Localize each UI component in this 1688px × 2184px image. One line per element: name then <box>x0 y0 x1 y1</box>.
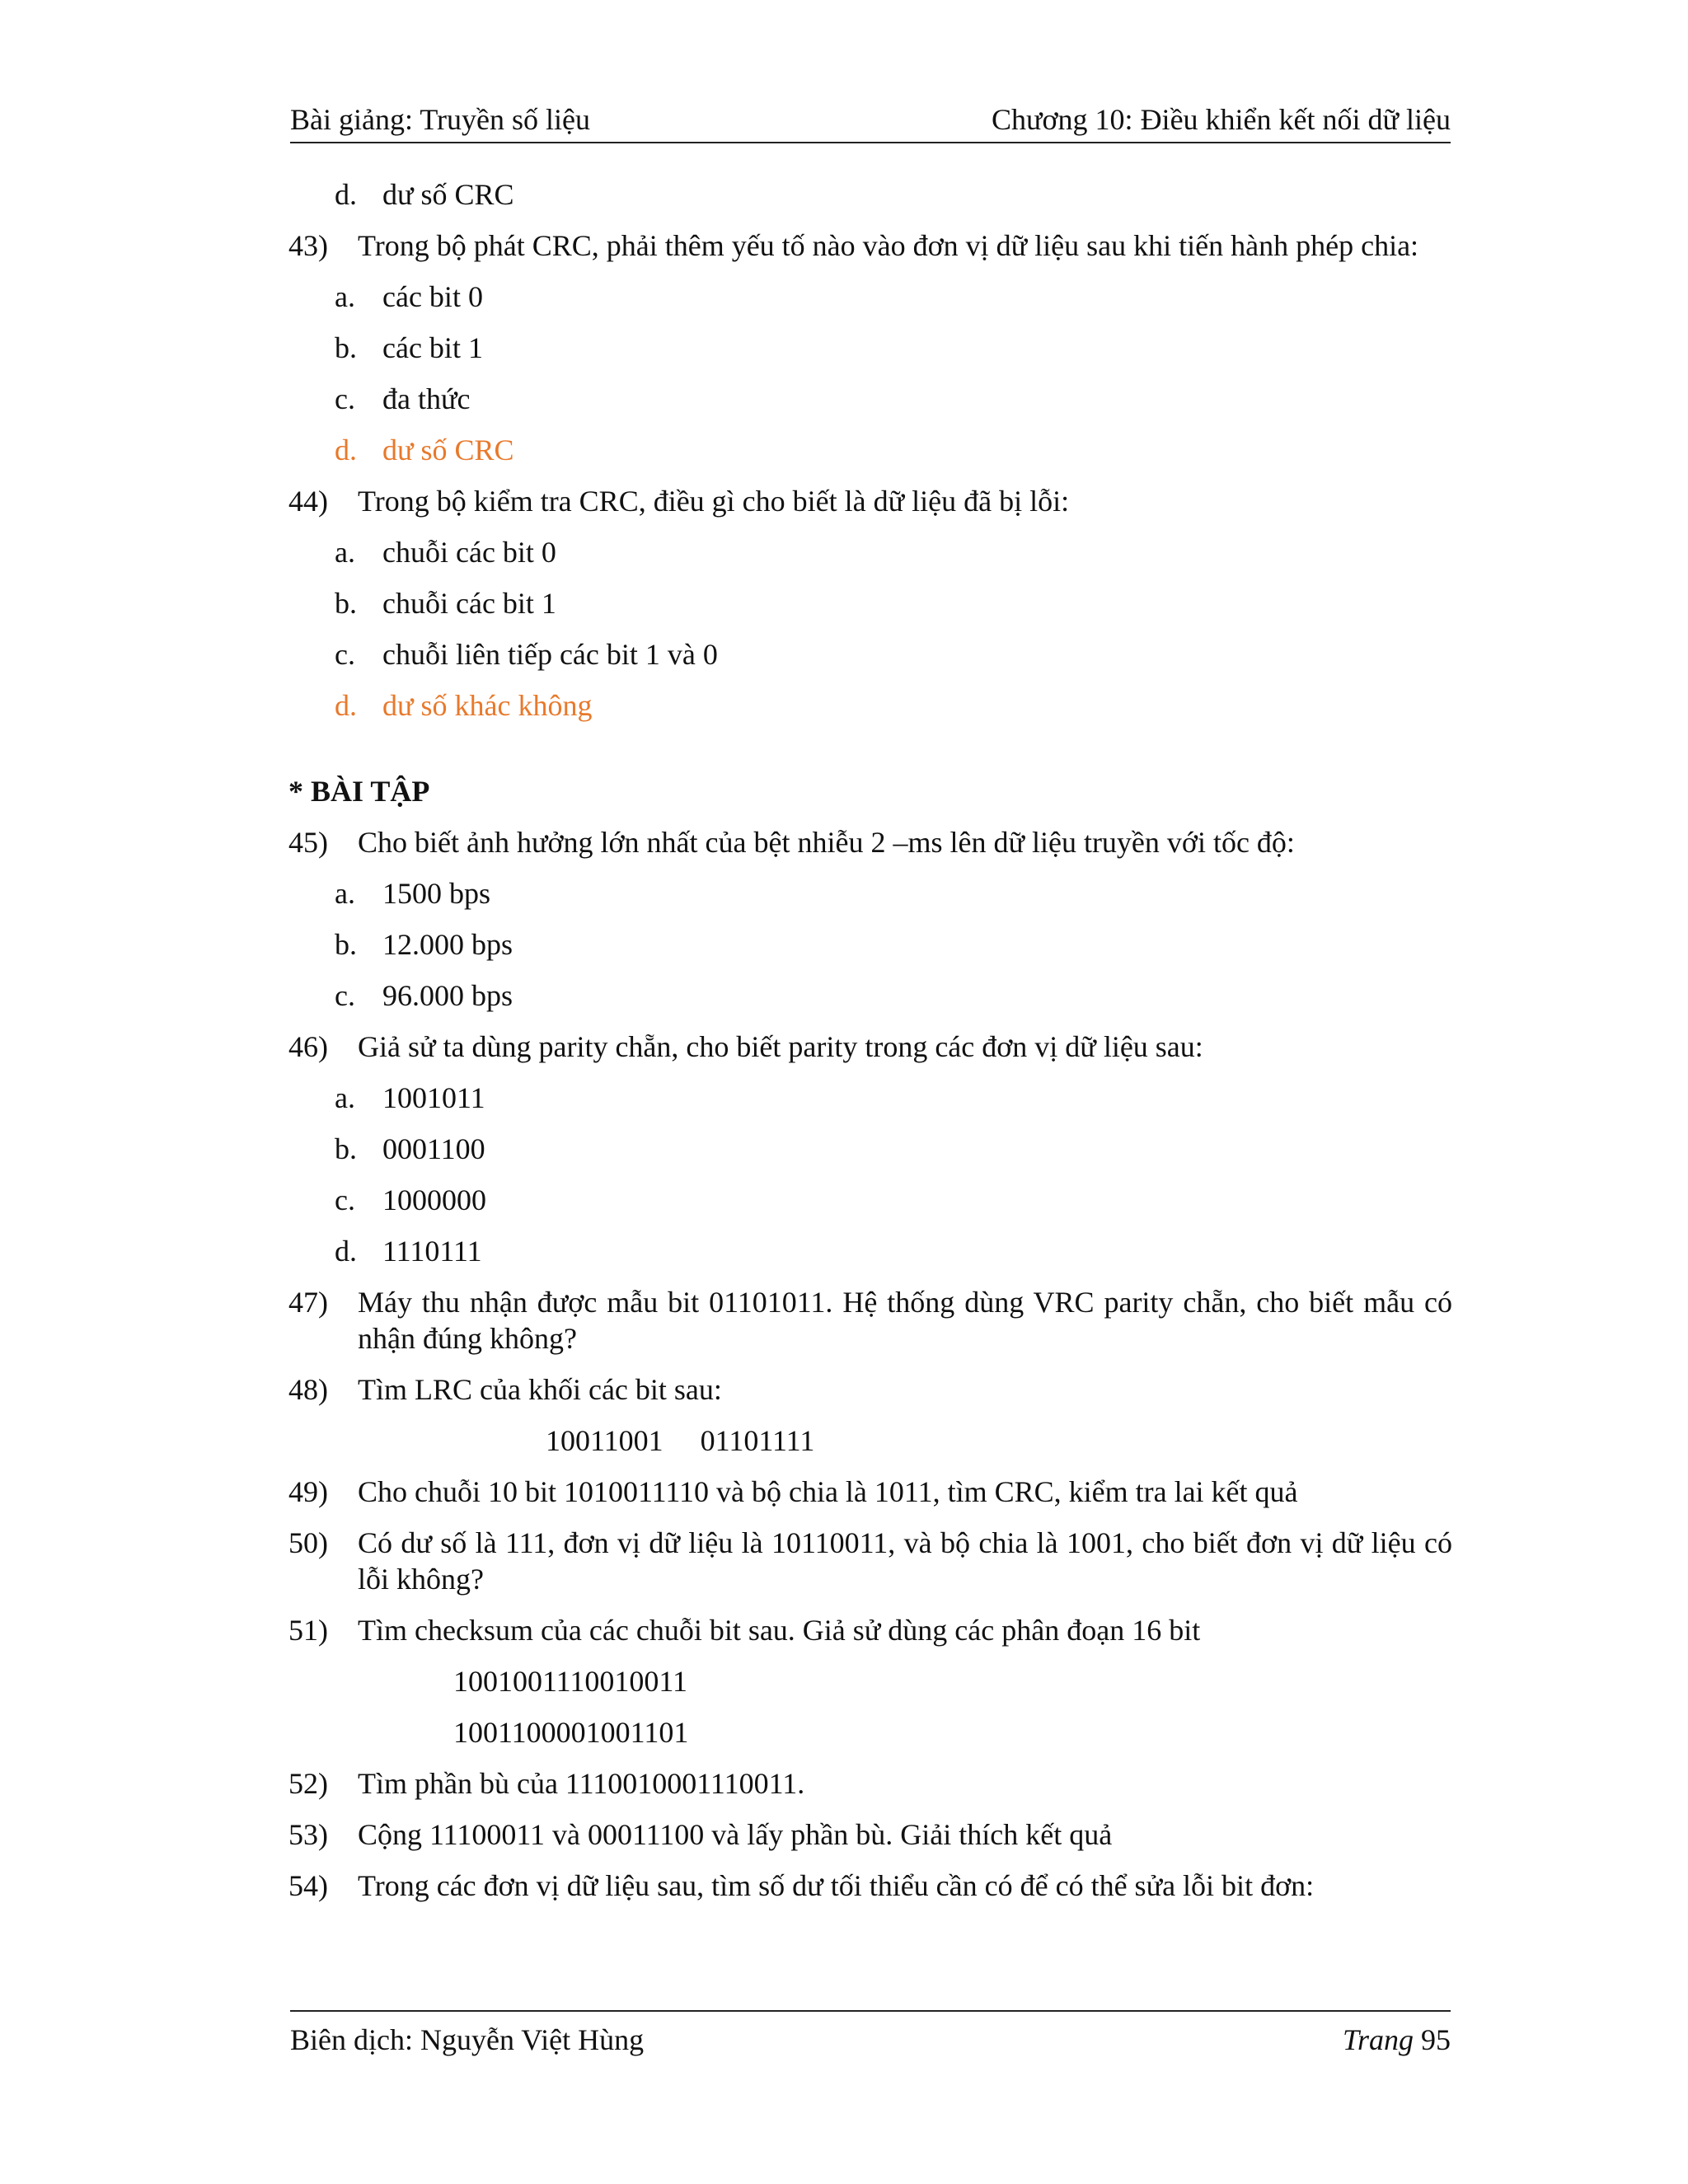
option-letter: c. <box>335 382 355 415</box>
option-text: dư số CRC <box>382 434 514 466</box>
bit-block-2: 01101111 <box>700 1424 815 1457</box>
question-number: 53) <box>288 1818 328 1851</box>
page-header <box>290 99 1451 143</box>
question-48 <box>288 1371 1452 1408</box>
option-letter: b. <box>335 1132 357 1165</box>
question-50 <box>288 1525 1452 1597</box>
question-text: Tìm LRC của khối các bit sau: <box>358 1373 722 1406</box>
question-46 <box>288 1029 1452 1065</box>
option-letter: c. <box>335 979 355 1012</box>
q46-option-b <box>288 1131 1452 1167</box>
q46-option-c <box>288 1182 1452 1218</box>
option-letter: a. <box>335 1081 355 1114</box>
q45-option-a <box>288 875 1452 912</box>
option-text: 0001100 <box>382 1132 485 1165</box>
question-number: 44) <box>288 485 328 518</box>
question-44 <box>288 483 1452 519</box>
question-number: 52) <box>288 1767 328 1800</box>
question-43 <box>288 227 1452 264</box>
question-text: Cộng 11100011 và 00011100 và lấy phần bù. Giải thích kết quả <box>358 1818 1113 1851</box>
question-53 <box>288 1816 1452 1853</box>
option-text: chuỗi các bit 0 <box>382 536 556 569</box>
question-text: Có dư số là 111, đơn vị dữ liệu là 10110011, và bộ chia là 1001, cho biết đơn vị dữ liệu có lỗi không? <box>358 1526 1452 1596</box>
option-text: các bit 1 <box>382 331 483 364</box>
option-text: các bit 0 <box>382 280 483 313</box>
question-text: Trong bộ phát CRC, phải thêm yếu tố nào vào đơn vị dữ liệu sau khi tiến hành phép chia: <box>358 229 1419 262</box>
option-letter: a. <box>335 877 355 910</box>
question-number: 51) <box>288 1614 328 1647</box>
option-text: dư số khác không <box>382 689 593 722</box>
question-number: 43) <box>288 229 328 262</box>
option-text: 96.000 bps <box>382 979 513 1012</box>
question-number: 50) <box>288 1526 328 1559</box>
question-52 <box>288 1765 1452 1802</box>
question-text: Máy thu nhận được mẫu bit 01101011. Hệ thống dùng VRC parity chẵn, cho biết mẫu có nhận đúng không? <box>358 1286 1452 1355</box>
option-letter: a. <box>335 536 355 569</box>
option-text: 1500 bps <box>382 877 491 910</box>
q45-option-b <box>288 926 1452 963</box>
q44-option-a <box>288 534 1452 570</box>
option-letter: d. <box>335 178 357 211</box>
question-49 <box>288 1474 1452 1510</box>
option-text: 1001011 <box>382 1081 485 1114</box>
question-text: Cho chuỗi 10 bit 1010011110 và bộ chia là 1011, tìm CRC, kiểm tra lai kết quả <box>358 1475 1298 1508</box>
option-text: 12.000 bps <box>382 928 513 961</box>
checksum-segment-1: 1001001110010011 <box>453 1665 687 1698</box>
q45-option-c <box>288 977 1452 1014</box>
q44-option-c <box>288 636 1452 673</box>
option-letter: c. <box>335 1183 355 1216</box>
q43-option-b <box>288 330 1452 366</box>
question-54 <box>288 1868 1452 1904</box>
option-letter: d. <box>335 434 357 466</box>
option-continued-d <box>288 176 1452 213</box>
question-number: 47) <box>288 1286 328 1319</box>
page-footer <box>290 2010 1451 2061</box>
question-text: Trong bộ kiểm tra CRC, điều gì cho biết là dữ liệu đã bị lỗi: <box>358 485 1070 518</box>
lrc-bit-blocks <box>288 1422 1452 1459</box>
option-letter: d. <box>335 1235 357 1268</box>
option-text: 1000000 <box>382 1183 486 1216</box>
option-letter: c. <box>335 638 355 671</box>
q44-option-b <box>288 585 1452 621</box>
question-text: Tìm phần bù của 1110010001110011. <box>358 1767 805 1800</box>
option-text: 1110111 <box>382 1235 482 1268</box>
header-chapter-title: Chương 10: Điều khiển kết nối dữ liệu <box>992 103 1451 136</box>
footer-translator: Biên dịch: Nguyễn Việt Hùng <box>290 2023 645 2056</box>
question-number: 48) <box>288 1373 328 1406</box>
option-text: chuỗi liên tiếp các bit 1 và 0 <box>382 638 718 671</box>
header-course-title: Bài giảng: Truyền số liệu <box>290 103 591 136</box>
option-letter: b. <box>335 331 357 364</box>
question-number: 45) <box>288 826 328 859</box>
option-text: chuỗi các bit 1 <box>382 587 556 620</box>
q43-option-c <box>288 381 1452 417</box>
question-number: 54) <box>288 1869 328 1902</box>
q43-option-d-answer <box>288 432 1452 468</box>
question-47 <box>288 1284 1452 1357</box>
question-text: Cho biết ảnh hưởng lớn nhất của bệt nhiễu 2 –ms lên dữ liệu truyền với tốc độ: <box>358 826 1295 859</box>
bit-block-1: 10011001 <box>546 1424 663 1457</box>
q44-option-d-answer <box>288 687 1452 724</box>
question-text: Giả sử ta dùng parity chẵn, cho biết parity trong các đơn vị dữ liệu sau: <box>358 1030 1203 1063</box>
page-label: Trang <box>1342 2023 1414 2056</box>
option-text: đa thức <box>382 382 471 415</box>
option-letter: b. <box>335 928 357 961</box>
footer-page-number <box>1343 2017 1451 2063</box>
q46-option-a <box>288 1080 1452 1116</box>
question-text: Tìm checksum của các chuỗi bit sau. Giả sử dùng các phân đoạn 16 bit <box>358 1614 1201 1647</box>
question-51 <box>288 1612 1452 1648</box>
option-letter: d. <box>335 689 357 722</box>
option-text: dư số CRC <box>382 178 514 211</box>
option-letter: b. <box>335 587 357 620</box>
page-content <box>288 176 1452 1919</box>
question-number: 49) <box>288 1475 328 1508</box>
question-45 <box>288 824 1452 860</box>
page-number: 95 <box>1421 2023 1451 2056</box>
q46-option-d <box>288 1233 1452 1269</box>
section-title: * BÀI TẬP <box>288 775 430 808</box>
q43-option-a <box>288 279 1452 315</box>
question-text: Trong các đơn vị dữ liệu sau, tìm số dư tối thiểu cần có để có thể sửa lỗi bit đơn: <box>358 1869 1315 1902</box>
checksum-segment-2: 1001100001001101 <box>453 1716 689 1749</box>
option-letter: a. <box>335 280 355 313</box>
question-number: 46) <box>288 1030 328 1063</box>
